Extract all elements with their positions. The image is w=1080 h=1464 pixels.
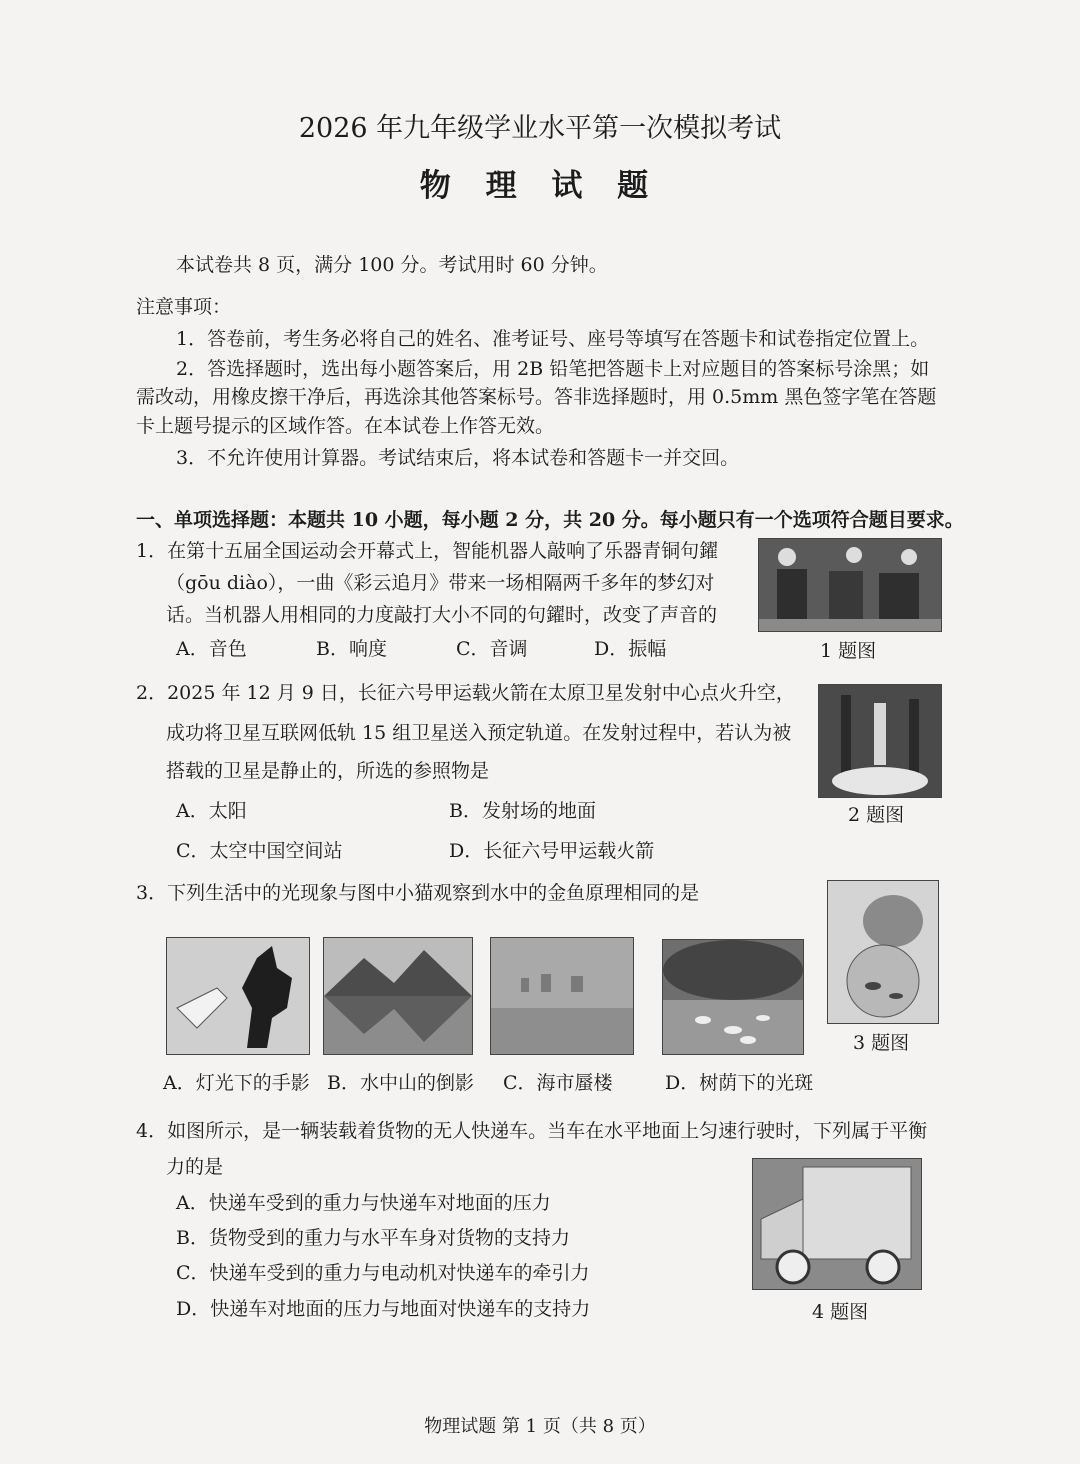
cat-fishbowl-drawing [828, 881, 938, 1023]
q3-option-c: C．海市蜃楼 [503, 1072, 613, 1094]
q3-figure-image [827, 880, 939, 1024]
q1-option-b: B．响度 [316, 638, 387, 660]
q2-option-a: A．太阳 [176, 800, 247, 822]
q3-figure-caption: 3 题图 [853, 1032, 910, 1054]
q2-stem-line: 搭载的卫星是静止的，所选的参照物是 [166, 760, 490, 782]
q1-option-a: A．音色 [176, 638, 247, 660]
q2-figure-image [818, 684, 942, 798]
q3-stem-line: 3．下列生活中的光现象与图中小猫观察到水中的金鱼原理相同的是 [136, 882, 700, 904]
q2-option-c: C．太空中国空间站 [176, 840, 343, 862]
q1-figure-image [758, 538, 942, 632]
q1-figure-drawing [759, 539, 941, 631]
q1-option-d: D．振幅 [594, 638, 667, 660]
notice-line: 卡上题号提示的区域作答。在本试卷上作答无效。 [136, 415, 555, 437]
q2-stem-line: 成功将卫星互联网低轨 15 组卫星送入预定轨道。在发射过程中，若认为被 [166, 722, 792, 744]
q4-option-d: D．快递车对地面的压力与地面对快递车的支持力 [176, 1298, 591, 1320]
notice-line: 3．不允许使用计算器。考试结束后，将本试卷和答题卡一并交回。 [176, 447, 740, 469]
page-footer: 物理试题 第 1 页（共 8 页） [424, 1416, 656, 1437]
intro-text: 本试卷共 8 页，满分 100 分。考试用时 60 分钟。 [176, 254, 608, 276]
tree-shade-drawing [663, 940, 803, 1054]
q3-option-b-image [323, 937, 473, 1055]
mirage-drawing [491, 938, 633, 1054]
q3-option-d-image [662, 939, 804, 1055]
q4-figure-image [752, 1158, 922, 1290]
q4-option-b: B．货物受到的重力与水平车身对货物的支持力 [176, 1227, 570, 1249]
q3-option-a-image [166, 937, 310, 1055]
q1-stem-line: 话。当机器人用相同的力度敲打大小不同的句鑃时，改变了声音的 [166, 604, 718, 626]
mountain-reflection-drawing [324, 938, 472, 1054]
q1-option-c: C．音调 [456, 638, 528, 660]
q4-figure-caption: 4 题图 [812, 1301, 869, 1323]
q3-option-c-image [490, 937, 634, 1055]
notice-heading: 注意事项： [136, 296, 232, 318]
q2-figure-caption: 2 题图 [848, 804, 905, 826]
exam-subtitle: 物 理 试 题 [419, 168, 661, 204]
q1-stem-line: 1．在第十五届全国运动会开幕式上，智能机器人敲响了乐器青铜句鑃 [136, 540, 719, 562]
q2-figure-drawing [819, 685, 941, 797]
hand-shadow-drawing [167, 938, 309, 1054]
q4-stem-line: 力的是 [166, 1156, 224, 1178]
section-heading: 一、单项选择题：本题共 10 小题，每小题 2 分，共 20 分。每小题只有一个选项符合题目要求。 [136, 509, 964, 531]
notice-line: 1．答卷前，考生务必将自己的姓名、准考证号、座号等填写在答题卡和试卷指定位置上。 [176, 328, 930, 350]
q3-option-d: D．树荫下的光斑 [665, 1072, 814, 1094]
notice-line: 2．答选择题时，选出每小题答案后，用 2B 铅笔把答题卡上对应题目的答案标号涂黑；如 [176, 358, 930, 380]
q1-figure-caption: 1 题图 [820, 640, 877, 662]
q4-option-a: A．快递车受到的重力与快递车对地面的压力 [176, 1192, 551, 1214]
q4-option-c: C．快递车受到的重力与电动机对快递车的牵引力 [176, 1262, 590, 1284]
q3-option-a: A．灯光下的手影 [163, 1072, 310, 1094]
q3-option-b: B．水中山的倒影 [327, 1072, 474, 1094]
exam-title: 2026 年九年级学业水平第一次模拟考试 [298, 113, 782, 144]
q2-option-b: B．发射场的地面 [449, 800, 596, 822]
q1-stem-line: （gōu diào），一曲《彩云追月》带来一场相隔两千多年的梦幻对 [166, 572, 715, 594]
delivery-vehicle-drawing [753, 1159, 921, 1289]
q4-stem-line: 4．如图所示，是一辆装载着货物的无人快递车。当车在水平地面上匀速行驶时，下列属于平衡 [136, 1120, 928, 1142]
q2-option-d: D．长征六号甲运载火箭 [449, 840, 655, 862]
notice-line: 需改动，用橡皮擦干净后，再选涂其他答案标号。答非选择题时，用 0.5mm 黑色签字笔在答题 [136, 386, 937, 408]
q2-stem-line: 2．2025 年 12 月 9 日，长征六号甲运载火箭在太原卫星发射中心点火升空， [136, 682, 795, 704]
